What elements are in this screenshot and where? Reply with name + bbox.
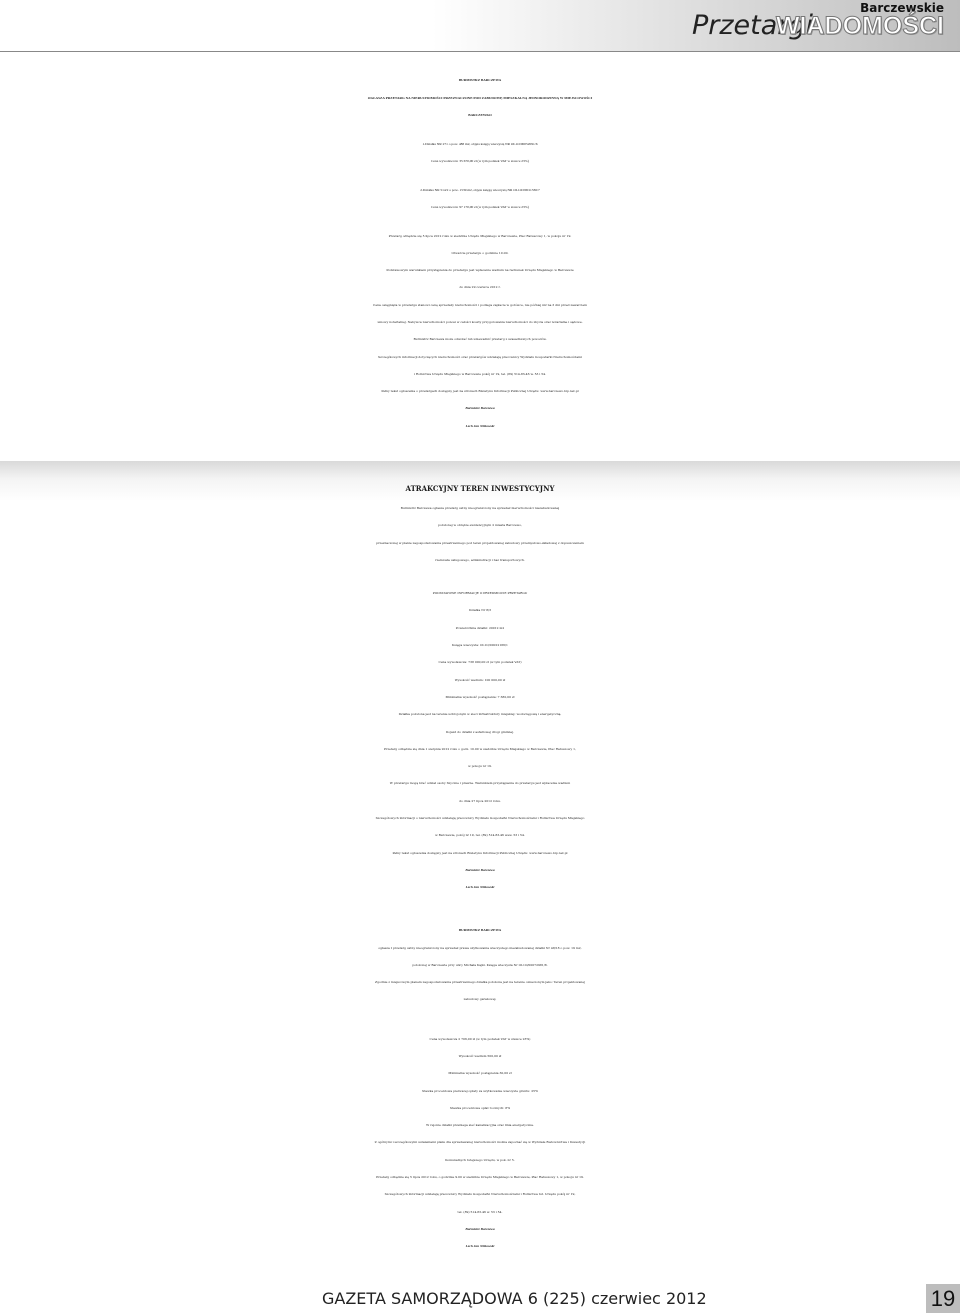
section-subheading: PODSTAWOWE INFORMACJE O PRZEDMIOCIE PRZETARGU: [432, 591, 528, 596]
notice-text: Przetarg odbędzie się 5 lipca 2012 roku w siedzibie Urzędu Miejskiego w Barczewie, Plac Ratuszowy 1, w pokoju nr 19.: [388, 233, 572, 238]
detail-line: Szczegółowych informacji o nieruchomości udzielają pracownicy Wydziału Gospodarki Nieruchomościami i Rolnictwa Urzędu Miejskiego: [375, 816, 585, 821]
notice-text: zabudowy garażowej.: [463, 997, 497, 1002]
notice-text: przeznaczonej w planie zagospodarowania przestrzennego pod teren projektowanej zabudowy przemysłowo-składowej z dopuszczeniem: [376, 540, 584, 545]
notice-text: Zgodnie z miejscowym planem zagospodarowania przestrzennego działka położona jest na terenie oznaczonym jako: Teren projektowanej: [375, 980, 585, 985]
detail-line: tel. (89) 514-83-46 w. 53 i 54.: [457, 1209, 503, 1214]
notice-text: Otwarcie przetargu o godzinie 10.00.: [451, 250, 509, 255]
logo-top-text: Barczewskie: [860, 1, 944, 15]
issue-info: GAZETA SAMORZĄDOWA 6 (225) czerwiec 2012: [322, 1289, 707, 1308]
detail-line: W przetargu mogą brać udział osoby fizyczne i prawne. Warunkiem przystąpienia do przetargu jest wpłacenie wadium: [389, 781, 571, 786]
detail-line: Wysokość wadium: 100 000,00 zł: [454, 677, 506, 682]
detail-line: Z ogólnymi i szczegółowymi ustaleniami planu dla sprzedawanej nieruchomości można zapoznać się w Wydziale Budownictwa i Inwestycji: [374, 1140, 586, 1145]
notice-text: Pełny tekst ogłoszenia o przetargach dostępny jest na stronach Biuletynu Informacji Publicznej Urzędu: www.barczewo.bip.net.pl: [381, 389, 579, 394]
section-title: Przetargi: [692, 10, 814, 41]
detail-line: Działka Nr 8/3: [468, 608, 492, 613]
detail-line: w Barczewie, pokój nr 19, tel. (89) 514-83-46 wew. 53 i 54.: [435, 833, 525, 838]
detail-line: Wysokość wadium 500,00 zł: [458, 1053, 502, 1058]
detail-line: Pełny tekst ogłoszenia dostępny jest na stronach Biuletynu Informacji Publicznej Urzędu: www.barczewo.bip.net.pl: [392, 850, 568, 855]
signature-name: Lech Jan Nitkowski: [465, 885, 495, 890]
notice-heading: BURMISTRZ BARCZEWA: [458, 78, 502, 82]
notice-text: do dnia 29 czerwca 2012 r.: [459, 285, 501, 290]
detail-line: W rejonie działki przebiega sieć kanalizacyjna oraz linia energetyczna.: [426, 1123, 534, 1128]
notice-heading: BARCZEWKO: [468, 113, 492, 117]
detail-line: Powierzchnia działki: 20012 m2: [455, 625, 505, 630]
plot-description: 1.Działka NR 271 o pow. 488 m2, objęta księgą wieczystą NR OL1O/00052091/6: [422, 141, 538, 146]
page-number: 19: [926, 1284, 960, 1313]
detail-line: Księga wieczysta: OL1O/00012166/1: [452, 643, 508, 648]
plot-price: Cena wywoławcza: 97 170,00 zł (w tym podatek VAT w stawce 23%): [431, 205, 529, 209]
signature-name: Lech Jan Nitkowski: [465, 1244, 495, 1249]
detail-line: Stawka procentowa opłat rocznych: 8%: [449, 1105, 511, 1110]
detail-line: Minimalna wysokość postąpienia: 7 380,00 zł: [445, 694, 515, 699]
signature-title: Burmistrz Barczewa: [465, 406, 495, 411]
detail-line: Szczegółowych informacji udzielają pracownicy Wydziału Gospodarki Nieruchomościami i Rolnictwa tut. Urzędu pokój nr 19,: [384, 1192, 576, 1197]
signature-title: Burmistrz Barczewa: [465, 867, 495, 872]
notice-text: położonej w Barczewie przy ulicy Michała Kajki. Księga wieczysta Nr OL1O/00072981/8.: [412, 962, 548, 967]
notice-barczewko: [0, 72, 960, 435]
detail-line: Przetarg odbędzie się dnia 1 sierpnia 2012 roku o godz. 10.00 w siedzibie Urzędu Miejskiego w Barczewie, Plac Ratuszowy 1,: [384, 746, 576, 751]
header-divider: [0, 51, 960, 52]
detail-line: Cena wywoławcza 2 706,00 zł (w tym podatek VAT w stawce 23%): [429, 1036, 531, 1041]
detail-line: do dnia 27 lipca 2012 roku.: [459, 798, 501, 803]
notice-text: i Rolnictwa Urzędu Miejskiego w Barczewie pokój nr 19, tel. (89) 514-83-46 w. 53 i 54.: [413, 371, 547, 376]
notice-text: Burmistrz Barczewa może odwołać lub unieważnić przetarg z uzasadnionych powodów.: [413, 337, 547, 342]
publication-logo: [775, 1, 944, 45]
detail-line: Stawka procentowa pierwszej opłaty za użytkowanie wieczyste gruntu: 25%: [422, 1088, 538, 1093]
notice-heading: OGŁASZA PRZETARG NA NIERUCHOMOŚCI PRZEZNACZONE POD ZABUDOWĘ MIESZKALNĄ JEDNORODZINNĄ W MIEJSCOWOŚCI: [367, 95, 593, 100]
detail-line: Działka położona jest na terenie uzbrojonym w sieci infrastruktury miejskiej: wodociągową i energetyczną.: [398, 712, 562, 717]
notice-text: Burmistrz Barczewa ogłasza przetarg ustny nieograniczony na sprzedaż nieruchomości niezabudowanej: [400, 506, 560, 510]
notice-text: położonej w obrębie ewidencyjnym 2 miasta Barczewo,: [438, 523, 522, 528]
detail-line: Cena wywoławcza: 738 000,00 zł (w tym podatek VAT): [438, 660, 522, 665]
notice-heading: BURMISTRZ BARCZEWA: [458, 928, 502, 932]
detail-line: w pokoju nr 19.: [468, 764, 492, 769]
notice-text: ogłasza I przetarg ustny nieograniczony na sprzedaż prawa użytkowania wieczystego niezabudowanej działki Nr 48/18 o pow. 19 m2,: [378, 945, 582, 950]
plot-description: 2.Działka NR 514/2 o pow. 1539 m2, objęta księgą wieczystą NR OL1O/00011336/7: [420, 187, 540, 192]
detail-line: Dojazd do działki z asfaltowej drogi gminnej.: [445, 729, 515, 734]
logo-main-text: WIADOMOŚCI: [775, 12, 944, 40]
notice-text: Podstawowym warunkiem przystąpienia do przetargu jest wpłacenie wadium na rachunek Urzędu Miejskiego w Barczewie: [386, 268, 574, 273]
detail-line: Przetarg odbędzie się 5 lipca 2012 roku, o godzinie 9.00 w siedzibie Urzędu Miejskiego w Barczewie, Plac Ratuszowy 1, w pokoju nr 19.: [376, 1175, 584, 1180]
detail-line: Minimalna wysokość postąpienia 30,00 zł: [448, 1071, 512, 1076]
notice-heading: ATRAKCYJNY TEREN INWESTYCYJNY: [405, 484, 555, 493]
plot-price: Cena wywoławcza: 35 670,00 zł (w tym podatek VAT w stawce 23%): [431, 159, 529, 163]
page-footer: [0, 1280, 960, 1313]
notice-investment: [0, 478, 960, 897]
notice-text: Szczegółowych informacji dotyczących nieruchomości oraz przetargów udzielają pracownicy Wydziału Gospodarki Nieruchomościami: [378, 354, 582, 359]
notice-perpetual-usufruct: [0, 922, 960, 1256]
notice-text: Cena osiągnięta w przetargu stanowi cenę sprzedaży nieruchomości i podlega zapłacie w gotówce, nie później niż na 3 dni przed zawarciem: [373, 302, 587, 307]
detail-line: Komunalnych tutejszego Urzędu, w pok. nr 5.: [445, 1157, 515, 1162]
signature-name: Lech Jan Nitkowski: [465, 423, 495, 428]
notice-text: rzemiosła usługowego, administracji i baz transportowych.: [435, 557, 525, 562]
notice-text: umowy notarialnej. Nabywca nieruchomości ponosi w całości koszty przygotowania nieruchomości do zbycia oraz notarialne i sądowe.: [377, 319, 583, 324]
signature-title: Burmistrz Barczewa: [465, 1226, 495, 1231]
